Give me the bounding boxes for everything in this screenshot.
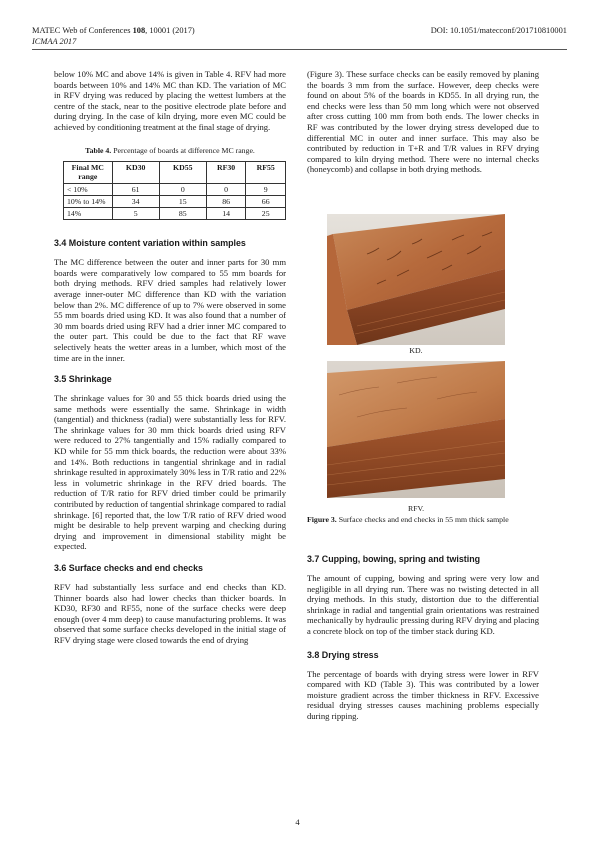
table-cell: 0 [159, 183, 206, 195]
table-row [64, 207, 286, 219]
table-cell: 14 [206, 207, 246, 219]
table-row [64, 195, 286, 207]
table-header-cell: RF55 [246, 162, 286, 183]
table-header-row [64, 162, 286, 183]
figure-label-kd: KD. [409, 346, 423, 355]
section-3-8-text: The percentage of boards with drying stress were lower in RFV compared with KD (Table 3). This was contributed by a lower moisture gradient across the timber thickness in RFV. Excessive residual drying stresses causes machining problems especially during ripping. [307, 668, 539, 721]
table-cell: 66 [246, 195, 286, 207]
table-header-cell: RF30 [206, 162, 246, 183]
page-number: 4 [295, 817, 300, 827]
kd-board-photo-icon [327, 214, 505, 345]
table-cell: < 10% [64, 183, 113, 195]
table-caption: Table 4. Percentage of boards at difference MC range. [85, 145, 255, 155]
section-heading-3-8: 3.8 Drying stress [307, 649, 379, 660]
table-cell: 14% [64, 207, 113, 219]
section-heading-3-6: 3.6 Surface checks and end checks [54, 563, 203, 574]
rfv-board-photo [327, 361, 505, 498]
section-3-6-text: RFV had substantially less surface and end checks than KD. Thinner boards also had lower checks than thicker boards. In KD30, RF30 and RF55, none of the surface checks were deep enough (over 4 mm deep) to cause manufacturing problems. It was observed that some surface checks developed in the initial stage of RFV drying stage were closed towards the end of drying [54, 582, 286, 645]
table-row [64, 183, 286, 195]
volume: 108 [132, 26, 146, 35]
figure-caption: Figure 3. Surface checks and end checks in 55 mm thick sample [307, 515, 509, 524]
mc-range-table [63, 161, 286, 220]
table-cell: 5 [112, 207, 159, 219]
section-3-5-text: The shrinkage values for 30 and 55 thick boards dried using the same methods were essentially the same. Shrinkage in width (tangential) and thickness (radial) were substantially less for RFV. The shrinkage values for 30 mm thick boards dried using RFV were reduced to 27% tangentially and 15% radially compared to KD while for 55 mm thick boards, the reduction were about 33% and 14%. Both reductions in tangential shrinkage and in radial shrinkage resulted in approximately 30% less in T/R ratio and 22% less in volumetric shrinkage in the RFV dried boards. The reduction of T/R ratio for RFV dried timber could be primarily contributed by reduction of tangential shrinkage compared to radial shrinkage. [6] reported that, the low T/R ratio of RFV dried wood might be desirable to help prevent warping and checking during drying and improvement in dimensional stability might be expected. [54, 393, 286, 552]
right-column-bottom [307, 554, 539, 722]
table-cell: 10% to 14% [64, 195, 113, 207]
table-header-cell: KD30 [112, 162, 159, 183]
running-header-left [32, 25, 195, 47]
kd-board-photo [327, 214, 505, 345]
table-header-cell: Final MC range [64, 162, 113, 183]
table-cell: 61 [112, 183, 159, 195]
table-cell: 0 [206, 183, 246, 195]
doi: DOI: 10.1051/matecconf/201710810001 [430, 26, 567, 35]
journal-line: MATEC Web of Conferences 108, 10001 (2017) [32, 26, 195, 35]
section-3-7-text: The amount of cupping, bowing and spring were very low and negligible in all drying run. There was no twisting detected in all drying methods. In this study, distortion due to the differential shrinkage in radial and tangential grain orientations was restrained mechanically by hydraulic pressing during RFV drying and placing a concrete block on top of the timber stack during KD. [307, 573, 539, 636]
section-3-4-text: The MC difference between the outer and inner parts for 30 mm boards were comparatively low compared to 55 mm boards for both drying methods. RFV dried samples had relatively lower average inner-outer MC difference than KD with the variation below than 2%. MC difference of up to 7% were observed in some 55 mm boards dried using KD. It was also found that a number of 30 mm boards dried using RFV had a drier inner MC compared to the outer part. This could be due to the fact that RF wave selectively heats the wetter areas in a lumber, which most of the time are in the inner. [54, 257, 286, 363]
section-heading-3-5: 3.5 Shrinkage [54, 374, 112, 385]
table-cell: 9 [246, 183, 286, 195]
table-cell: 85 [159, 207, 206, 219]
conference-name: ICMAA 2017 [32, 37, 77, 46]
table-header-cell: KD55 [159, 162, 206, 183]
table-cell: 25 [246, 207, 286, 219]
figure-label-rfv: RFV. [407, 504, 425, 513]
section-heading-3-7: 3.7 Cupping, bowing, spring and twisting [307, 554, 481, 564]
table-cell: 15 [159, 195, 206, 207]
rfv-board-photo-icon [327, 361, 505, 498]
right-column-top [307, 69, 539, 175]
table-cell: 34 [112, 195, 159, 207]
table-cell: 86 [206, 195, 246, 207]
continuation-paragraph: (Figure 3). These surface checks can be easily removed by planing the boards 3 mm from the surface. However, deep checks were found on about 5% of the boards in KD55. In all drying run, the end checks were less than 50 mm long which were not observed after cross cutting 100 mm from both ends. The lower checks in RF was contributed by the lower drying stress developed due to differential MC in outer and inner surface. This may also be contributed by reduction in T+R and T/R values in RFV drying compared to kiln drying method. There were no internal checks (honeycomb) and collapse in both drying methods. [307, 69, 539, 175]
header-rule [32, 49, 567, 50]
left-column [54, 69, 286, 646]
intro-paragraph: below 10% MC and above 14% is given in Table 4. RFV had more boards between 10% and 14% MC than KD. The variation of MC in RFV drying was reduced by placing the wettest lumbers at the centre of the stack, near to the positive electrode plate before and during drying. In the case of kiln drying, more even MC could be achieved by conditioning treatment at the final stage of drying. [54, 69, 286, 132]
section-heading-3-4: 3.4 Moisture content variation within samples [54, 238, 246, 249]
